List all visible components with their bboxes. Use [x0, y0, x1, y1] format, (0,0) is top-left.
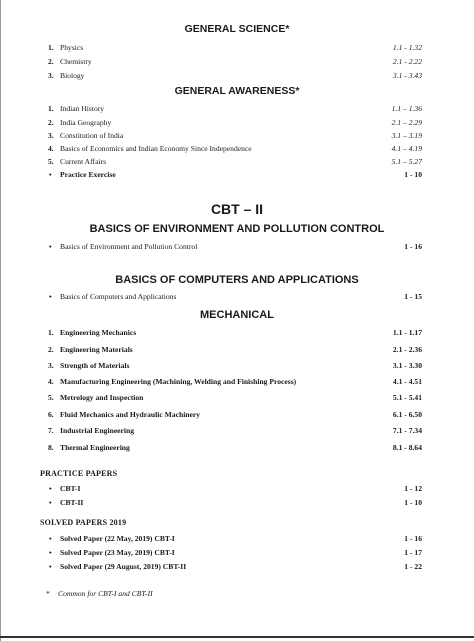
item-pages: 1 - 16 — [404, 242, 422, 251]
bullet-icon: • — [49, 484, 52, 493]
item-number: 4. — [48, 377, 54, 386]
item-pages: 1.1 - 1.17 — [392, 328, 422, 337]
item-label: Solved Paper (23 May, 2019) CBT-I — [60, 548, 175, 557]
item-label: Physics — [60, 43, 84, 52]
heading-mechanical: MECHANICAL — [200, 309, 274, 321]
item-label: Metrology and Inspection — [60, 393, 144, 402]
item-number: 5. — [48, 157, 54, 166]
bullet-icon: • — [49, 548, 52, 557]
toc-row-economics[interactable] — [40, 143, 422, 155]
toc-row-biology[interactable] — [40, 70, 422, 82]
item-label: Strength of Materials — [60, 361, 130, 370]
item-label: Indian History — [60, 104, 105, 113]
item-number: 1. — [48, 104, 54, 113]
item-label: Basics of Environment and Pollution Control — [60, 242, 198, 251]
item-number: 2. — [48, 57, 54, 66]
item-pages: 7.1 - 7.34 — [392, 426, 422, 435]
toc-row-solved-29-august[interactable] — [40, 561, 422, 573]
toc-row-industrial-engineering[interactable] — [40, 425, 422, 437]
item-pages: 2.1 - 2.22 — [392, 57, 422, 66]
item-number: 4. — [48, 144, 54, 153]
item-label: Practice Exercise — [60, 170, 116, 179]
toc-row-current-affairs[interactable] — [40, 156, 422, 168]
item-label: CBT-II — [60, 498, 84, 507]
item-pages: 3.1 - 3.30 — [392, 361, 422, 370]
item-pages: 1.1 – 1.36 — [391, 104, 422, 113]
item-number: 3. — [48, 361, 54, 370]
footnote-marker: * — [46, 589, 50, 598]
item-label: Basics of Computers and Applications — [60, 292, 177, 301]
item-pages: 3.1 - 3.43 — [392, 71, 422, 80]
item-number: 3. — [48, 71, 54, 80]
item-number: 1. — [48, 328, 54, 337]
heading-cbt-ii: CBT – II — [210, 201, 264, 217]
toc-row-solved-22-may[interactable] — [40, 533, 422, 545]
item-pages: 1 - 16 — [404, 534, 422, 543]
item-label: Current Affairs — [60, 157, 107, 166]
toc-row-practice-cbt-i[interactable] — [40, 483, 422, 495]
item-pages: 1 - 17 — [404, 548, 422, 557]
item-label: Fluid Mechanics and Hydraulic Machinery — [60, 410, 201, 419]
toc-row-chemistry[interactable] — [40, 56, 422, 68]
item-pages: 1 - 15 — [404, 292, 422, 301]
item-number: 7. — [48, 426, 54, 435]
item-pages: 5.1 – 5.27 — [391, 157, 422, 166]
toc-row-engineering-materials[interactable] — [40, 344, 422, 356]
toc-row-engineering-mechanics[interactable] — [40, 327, 422, 339]
bullet-icon: • — [49, 242, 52, 251]
heading-general-awareness: GENERAL AWARENESS* — [174, 85, 300, 97]
item-pages: 5.1 - 5.41 — [392, 393, 422, 402]
item-label: Solved Paper (29 August, 2019) CBT-II — [60, 562, 187, 571]
item-label: Solved Paper (22 May, 2019) CBT-I — [60, 534, 175, 543]
toc-row-computers[interactable] — [40, 291, 422, 303]
item-pages: 2.1 – 2.29 — [391, 118, 422, 127]
toc-row-manufacturing[interactable] — [40, 376, 422, 388]
item-label: Constitution of India — [60, 131, 124, 140]
item-pages: 1.1 - 1.32 — [392, 43, 422, 52]
item-label: India Geography — [60, 118, 112, 127]
toc-row-india-geography[interactable] — [40, 117, 422, 129]
item-pages: 1 - 12 — [404, 484, 422, 493]
toc-row-practice-exercise[interactable] — [40, 169, 422, 181]
item-label: Manufacturing Engineering (Machining, Welding and Finishing Process) — [60, 377, 297, 386]
item-number: 6. — [48, 410, 54, 419]
toc-row-physics[interactable] — [40, 42, 422, 54]
heading-general-science: GENERAL SCIENCE* — [184, 23, 290, 35]
toc-row-environment[interactable] — [40, 241, 422, 253]
toc-row-indian-history[interactable] — [40, 103, 422, 115]
bullet-icon: • — [49, 170, 52, 179]
heading-environment: BASICS OF ENVIRONMENT AND POLLUTION CONTROL — [89, 223, 385, 235]
item-number: 2. — [48, 345, 54, 354]
bullet-icon: • — [49, 534, 52, 543]
item-number: 2. — [48, 118, 54, 127]
toc-row-thermal-engineering[interactable] — [40, 442, 422, 454]
item-label: CBT-I — [60, 484, 81, 493]
item-pages: 6.1 - 6.50 — [392, 410, 422, 419]
heading-solved-papers: SOLVED PAPERS 2019 — [40, 518, 127, 527]
item-number: 5. — [48, 393, 54, 402]
footnote-text: Common for CBT-I and CBT-II — [58, 589, 153, 598]
bullet-icon: • — [49, 562, 52, 571]
item-label: Engineering Mechanics — [60, 328, 137, 337]
item-label: Industrial Engineering — [60, 426, 135, 435]
toc-row-strength-of-materials[interactable] — [40, 360, 422, 372]
item-pages: 4.1 – 4.19 — [391, 144, 422, 153]
bullet-icon: • — [49, 292, 52, 301]
item-label: Biology — [60, 71, 85, 80]
item-pages: 1 - 10 — [404, 170, 422, 179]
toc-row-fluid-mechanics[interactable] — [40, 409, 422, 421]
item-label: Basics of Economics and Indian Economy Since Independence — [60, 144, 252, 153]
bullet-icon: • — [49, 498, 52, 507]
toc-row-constitution[interactable] — [40, 130, 422, 142]
item-label: Chemistry — [60, 57, 92, 66]
item-label: Thermal Engineering — [60, 443, 130, 452]
item-number: 8. — [48, 443, 54, 452]
page-bottom-edge — [0, 636, 474, 638]
toc-row-metrology[interactable] — [40, 392, 422, 404]
item-label: Engineering Materials — [60, 345, 133, 354]
item-pages: 8.1 - 8.64 — [392, 443, 422, 452]
item-pages: 2.1 - 2.36 — [392, 345, 422, 354]
heading-practice-papers: PRACTICE PAPERS — [40, 469, 118, 478]
item-number: 1. — [48, 43, 54, 52]
toc-row-practice-cbt-ii[interactable] — [40, 497, 422, 509]
item-number: 3. — [48, 131, 54, 140]
item-pages: 3.1 – 3.19 — [391, 131, 422, 140]
item-pages: 1 - 22 — [404, 562, 422, 571]
heading-computers: BASICS OF COMPUTERS AND APPLICATIONS — [115, 274, 359, 286]
item-pages: 4.1 - 4.51 — [392, 377, 422, 386]
item-pages: 1 - 10 — [404, 498, 422, 507]
toc-row-solved-23-may[interactable] — [40, 547, 422, 559]
